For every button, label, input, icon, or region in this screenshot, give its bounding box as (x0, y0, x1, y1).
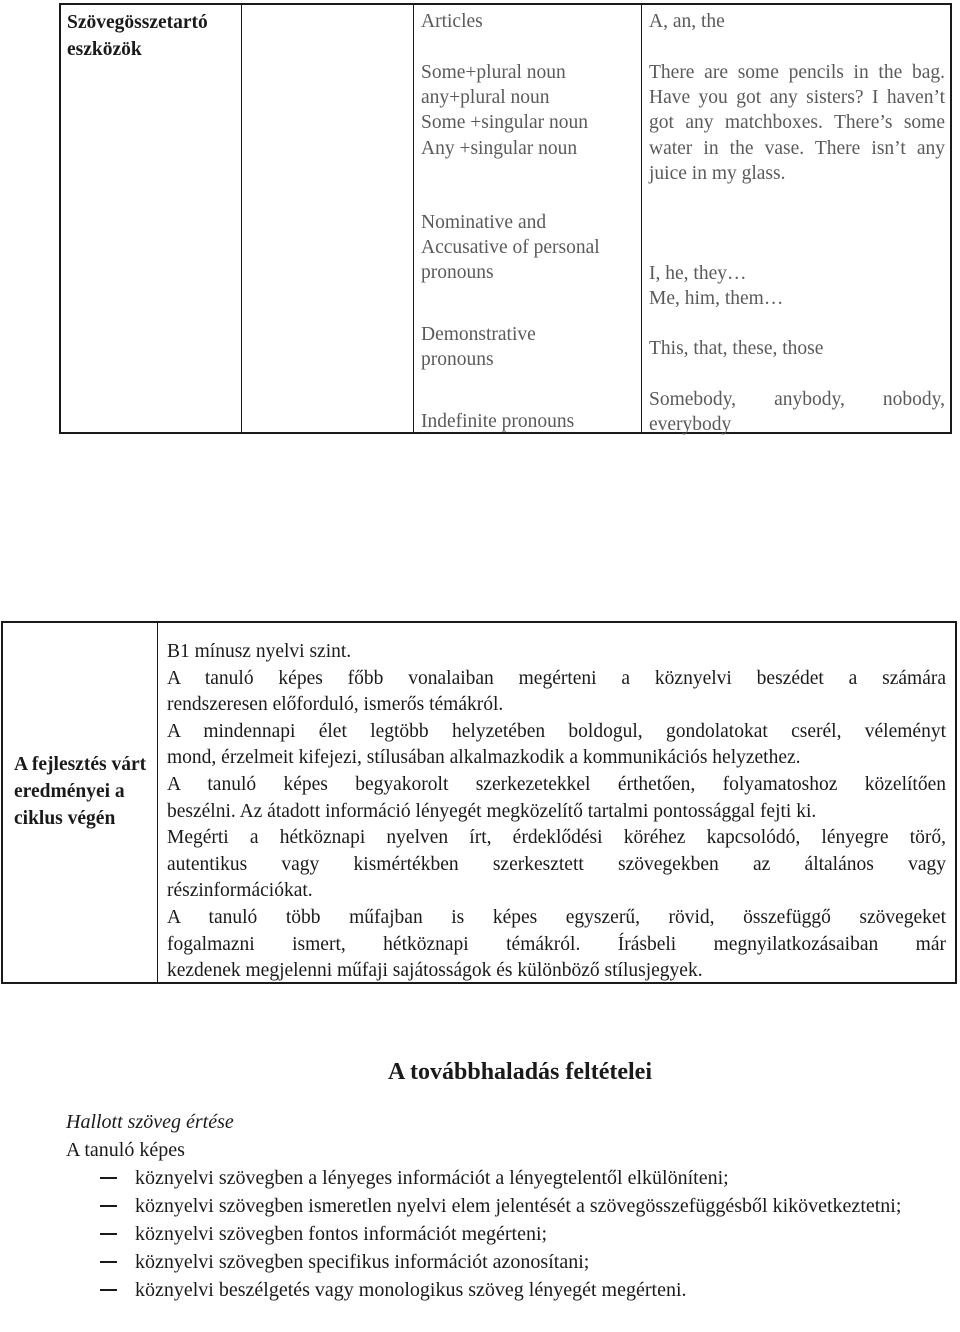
list-item (0, 1276, 960, 1304)
table-tools-empty-cell (242, 5, 414, 432)
example-some-any: There are some pencils in the bag. Have you got any sisters? I haven’t got any matchboxes. There’s some water in the vase. There isn’t any juice in my glass. (649, 62, 945, 184)
table-tools-heading-cell (61, 5, 242, 432)
category-line: Any +singular noun (421, 137, 578, 159)
outcomes-text (167, 639, 946, 985)
dash-bullet-icon (100, 1289, 117, 1291)
outcome-line: autentikus vagy kismértékben szerkesztett szövegekben az általános vagy (167, 853, 946, 875)
outcome-line: A mindennapi élet legtöbb helyzetében boldogul, gondolatokat cserél, véleményt (167, 720, 946, 742)
outcome-line: beszélni. Az átadott információ lényegét megközelítő tartalmi pontossággal fejti ki. (167, 800, 817, 822)
list-item-text: köznyelvi szövegben fontos információt megérteni; (135, 1223, 548, 1245)
category-line: Accusative of personal (421, 237, 600, 259)
example-articles: A, an, the (649, 11, 725, 32)
conditions-list (0, 1164, 960, 1304)
list-item-text: köznyelvi szövegben a lényeges információt a lényegtelentől elkülöníteni; (135, 1167, 729, 1189)
category-line: pronouns (421, 349, 494, 371)
dash-bullet-icon (100, 1205, 117, 1207)
category-indefinite-pronouns: Indefinite pronouns (421, 411, 575, 432)
expected-outcomes-table (1, 621, 957, 984)
dash-bullet-icon (100, 1177, 117, 1179)
category-line: any+plural noun (421, 87, 550, 109)
list-item (0, 1164, 960, 1192)
cohesion-tools-table (59, 3, 952, 434)
outcomes-label: A fejlesztés várt eredményei a ciklus végén (14, 754, 147, 829)
outcome-line: B1 mínusz nyelvi szint. (167, 641, 352, 662)
category-line: Nominative and (421, 212, 547, 233)
example-line: Me, him, them… (649, 288, 784, 310)
section-title: A továbbhaladás feltételei (388, 1059, 652, 1085)
category-line: Some +singular noun (421, 112, 588, 134)
outcome-line: rendszeresen előforduló, ismerős témákról. (167, 694, 504, 716)
list-item-text: köznyelvi szövegben ismeretlen nyelvi elem jelentését a szövegösszefüggésből kikövetkeztetni; (135, 1195, 902, 1217)
list-item-text: köznyelvi beszélgetés vagy monologikus szöveg lényegét megérteni. (135, 1279, 687, 1301)
outcome-line: fogalmazni ismert, hétköznapi témákról. Írásbeli megnyilatkozásaiban már (167, 933, 946, 955)
list-item-text: köznyelvi szövegben specifikus információt azonosítani; (135, 1251, 590, 1273)
categories-cell (414, 5, 642, 432)
category-some-any (421, 60, 639, 161)
sub-heading: Hallott szöveg értése (66, 1111, 234, 1133)
examples-cell (642, 5, 952, 436)
outcome-line: A tanuló több műfajban is képes egyszerű, rövid, összefüggő szövegeket (167, 906, 946, 928)
outcome-line: részinformációkat. (167, 880, 313, 902)
example-demonstrative-pronouns: This, that, these, those (649, 338, 824, 359)
dash-bullet-icon (100, 1261, 117, 1263)
sub-intro: A tanuló képes (66, 1139, 185, 1161)
outcome-line: kezdenek megjelenni műfaji sajátosságok és különböző stílusjegyek. (167, 960, 703, 982)
category-line: pronouns (421, 262, 494, 284)
outcome-line: Megérti a hétköznapi nyelven írt, érdeklődési köréhez kapcsolódó, lényegre törő, (167, 827, 946, 849)
category-personal-pronouns (421, 210, 639, 286)
category-line: Demonstrative (421, 324, 536, 345)
list-item (0, 1220, 960, 1248)
table-tools-heading: Szövegösszetartó eszközök (67, 12, 208, 60)
example-personal-pronouns (649, 261, 945, 311)
outcomes-label-cell (3, 623, 158, 982)
example-indefinite-pronouns: Somebody, anybody, nobody, everybody (649, 389, 945, 436)
list-item (0, 1192, 960, 1220)
outcome-line: A tanuló képes begyakorolt szerkezetekkel érthetően, folyamatoshoz közelítően (167, 773, 946, 795)
outcome-line: A tanuló képes főbb vonalaiban megérteni a köznyelvi beszédet a számára (167, 667, 946, 689)
category-line: Some+plural noun (421, 62, 566, 83)
outcome-line: mond, érzelmeit kifejezi, stílusában alkalmazkodik a kommunikációs helyzethez. (167, 747, 801, 769)
category-articles: Articles (421, 11, 483, 32)
category-demonstrative-pronouns (421, 322, 639, 372)
dash-bullet-icon (100, 1233, 117, 1235)
example-line: I, he, they… (649, 263, 747, 284)
list-item (0, 1248, 960, 1276)
